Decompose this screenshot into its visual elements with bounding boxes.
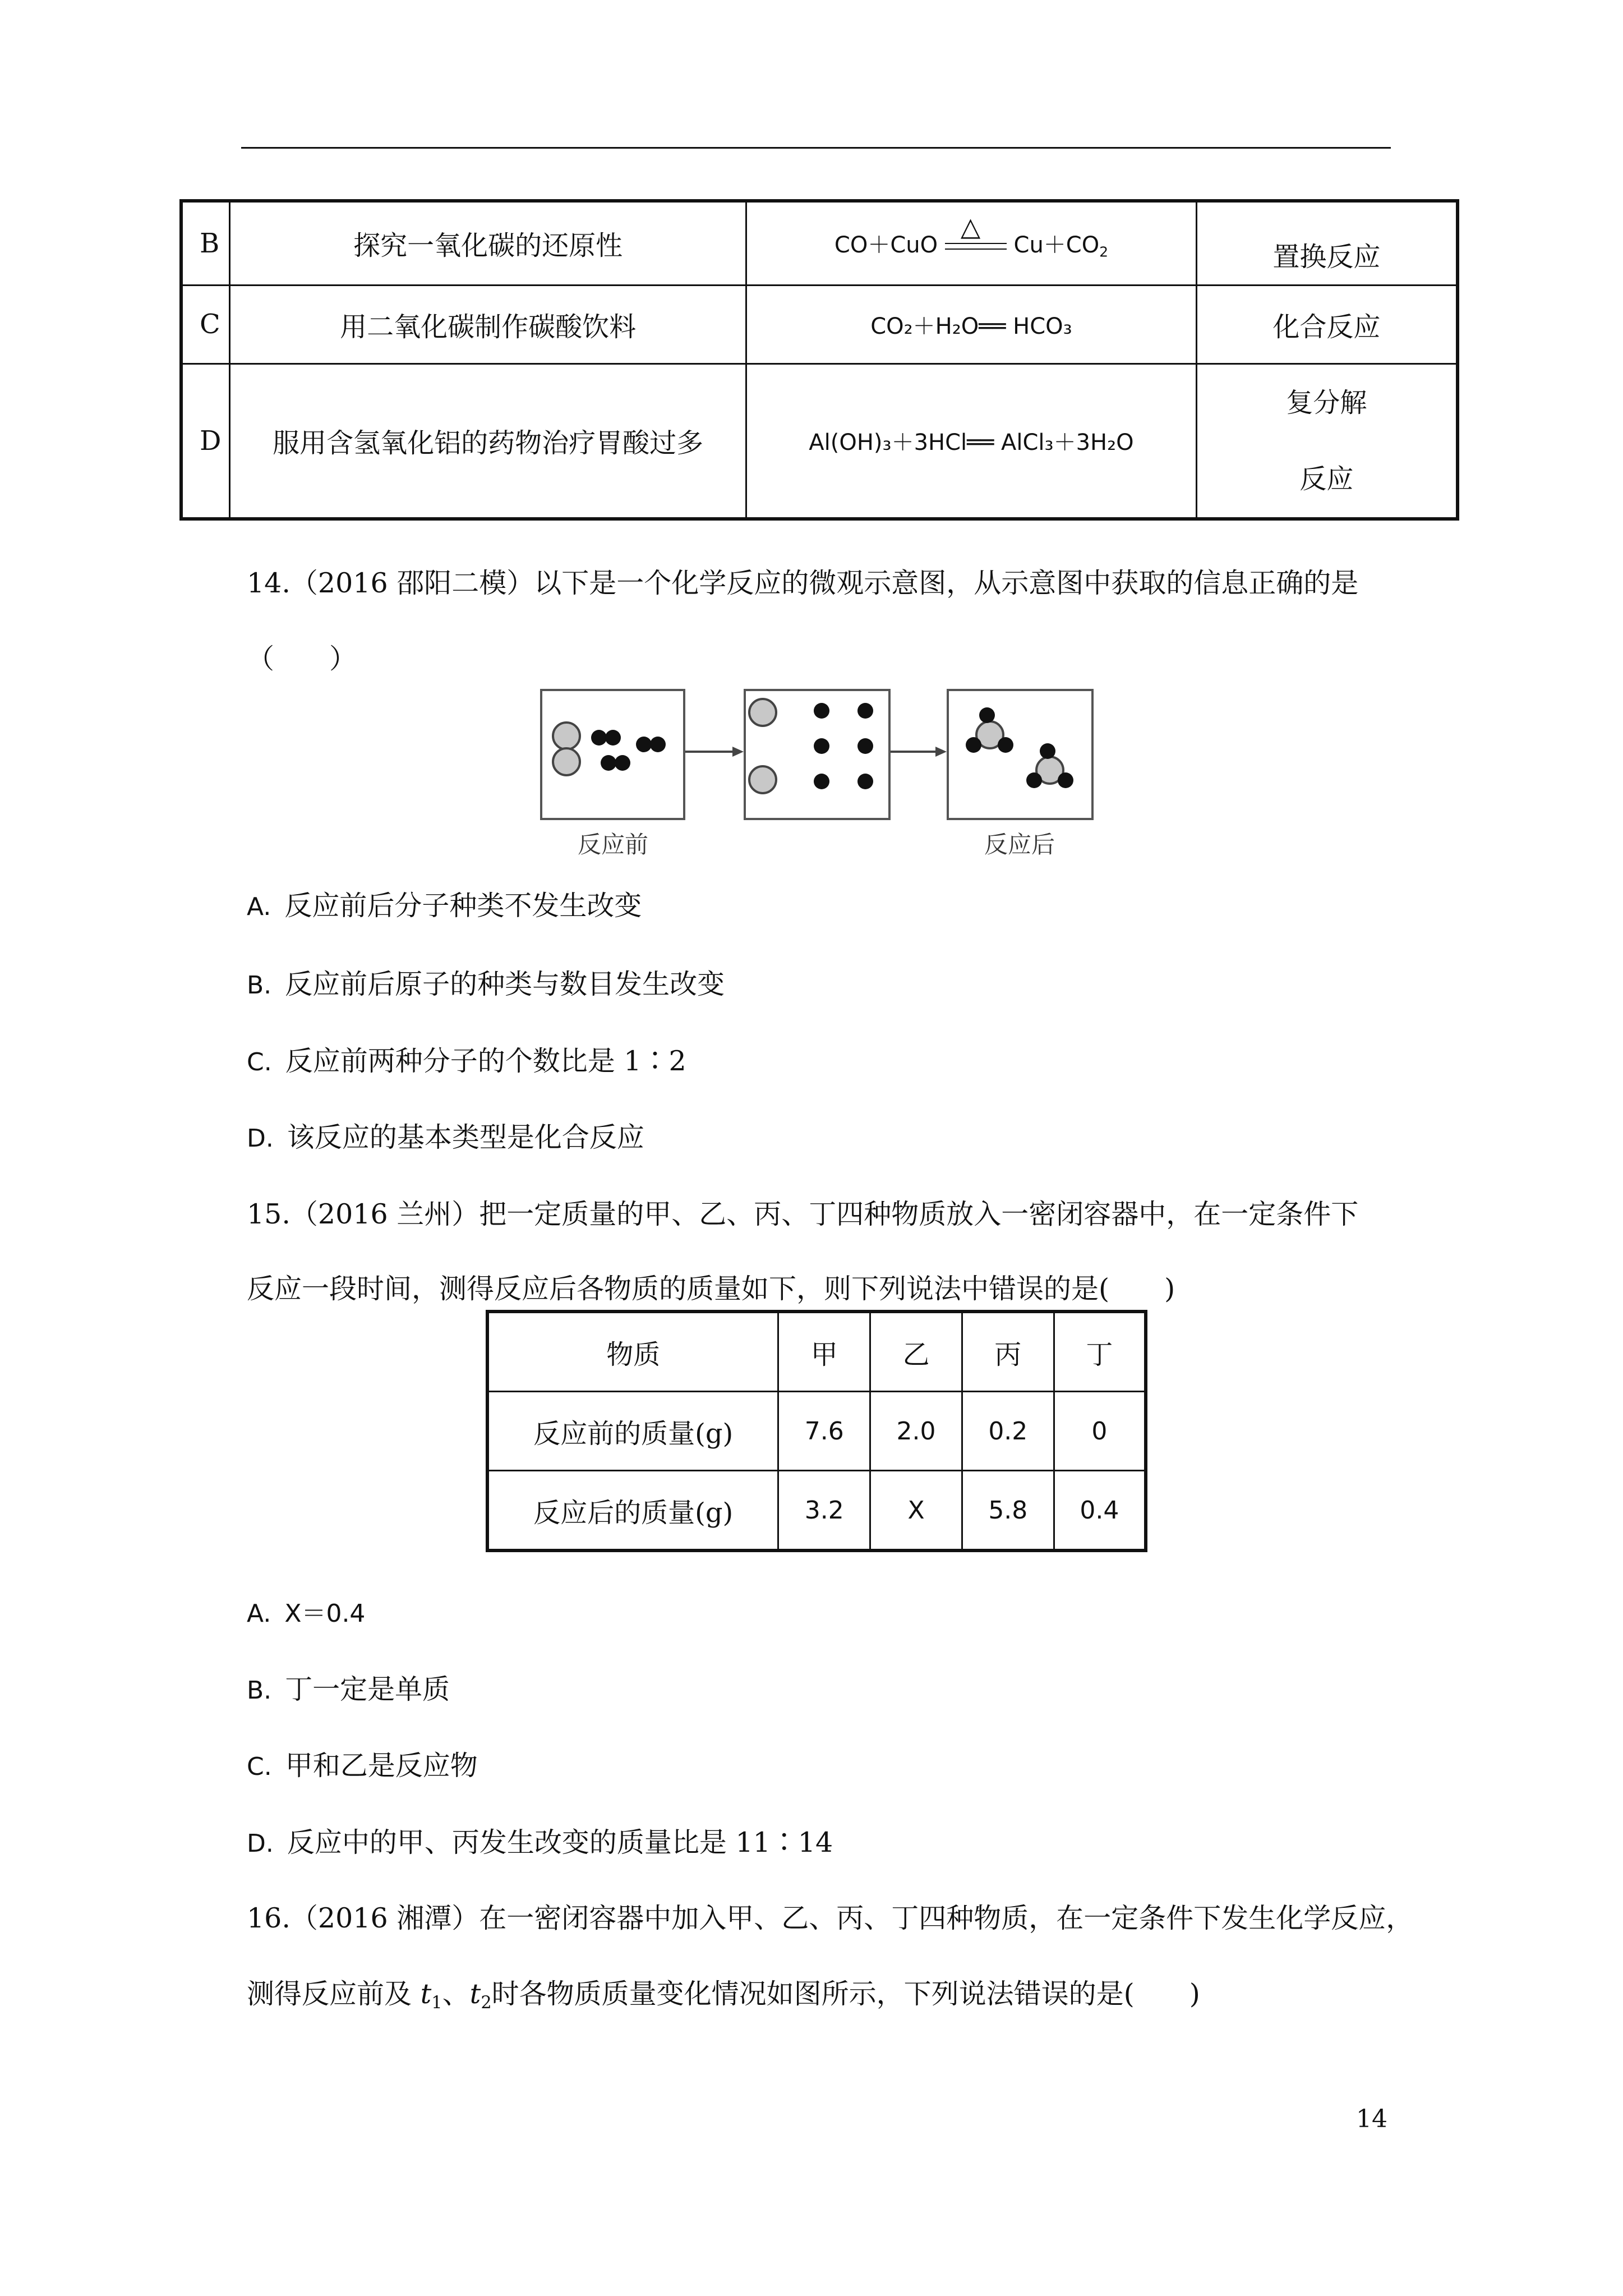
- option-text: 反应前两种分子的个数比是 1∶2: [285, 1045, 686, 1077]
- reaction-type-cell: [1196, 364, 1458, 519]
- row-header: 反应前的质量(g): [487, 1392, 778, 1471]
- equation-cell: [746, 201, 1196, 285]
- heat-condition-sign: [945, 211, 1007, 257]
- q15-option-c[interactable]: [247, 1749, 478, 1784]
- black-atom: [857, 738, 873, 754]
- equation-cell: Al(OH)₃＋3HCl══ AlCl₃＋3H₂O: [746, 364, 1196, 519]
- option-text: 反应中的甲、丙发生改变的质量比是 11∶14: [287, 1826, 833, 1858]
- q14-option-b[interactable]: [247, 968, 725, 1002]
- subscript: 2: [1099, 243, 1109, 260]
- header-rule: [241, 147, 1391, 149]
- subscript: 2: [481, 1993, 492, 2013]
- black-atom: [636, 737, 652, 752]
- column-header: 丙: [962, 1312, 1054, 1392]
- option-text: X＝0.4: [284, 1599, 366, 1628]
- reaction-table: [179, 199, 1459, 521]
- text-segment: 、: [442, 1978, 470, 2010]
- option-key: A.: [247, 892, 271, 921]
- text-segment: 时各物质质量变化情况如图所示，下列说法错误的是( ): [491, 1978, 1200, 2010]
- equation-reactants: CO＋CuO: [834, 232, 945, 258]
- text-segment: 测得反应前及: [247, 1978, 421, 2010]
- table-cell: 5.8: [962, 1471, 1054, 1551]
- subscript: 1: [431, 1993, 442, 2013]
- q15-option-a[interactable]: [247, 1596, 365, 1631]
- option-key: C.: [247, 1752, 272, 1781]
- gray-atom: [749, 699, 776, 726]
- q14-option-d[interactable]: [247, 1121, 644, 1156]
- caption-before: 反应前: [578, 831, 649, 858]
- gray-atom: [553, 748, 580, 775]
- q16-stem-cont: [247, 1977, 1200, 2020]
- table-row: [181, 201, 1458, 285]
- table-cell: 3.2: [778, 1471, 870, 1551]
- option-text: 甲和乙是反应物: [285, 1750, 478, 1782]
- q15-option-b[interactable]: [247, 1673, 450, 1708]
- option-text: 该反应的基本类型是化合反应: [287, 1121, 644, 1153]
- q15-option-d[interactable]: [247, 1826, 833, 1861]
- type-line: 复分解: [1286, 386, 1367, 418]
- table-cell: 7.6: [778, 1392, 870, 1471]
- row-label: D: [181, 364, 229, 519]
- column-header: 甲: [778, 1312, 870, 1392]
- table-row: [487, 1471, 1146, 1551]
- black-atom: [814, 774, 829, 789]
- option-key: A.: [247, 1599, 271, 1628]
- black-atom: [857, 774, 873, 789]
- q14-option-c[interactable]: [247, 1045, 686, 1079]
- black-atom: [650, 737, 666, 752]
- panel-after: [948, 690, 1092, 819]
- q16-stem: 16.（2016 湘潭）在一密闭容器中加入甲、乙、丙、丁四种物质，在一定条件下发生化学反应，: [247, 1902, 1414, 1934]
- mass-table: [486, 1310, 1147, 1552]
- reaction-micro-diagram: [538, 682, 1105, 867]
- table-row: [487, 1392, 1146, 1471]
- black-atom: [601, 755, 616, 771]
- column-header: 乙: [870, 1312, 962, 1392]
- option-text: 反应前后原子的种类与数目发生改变: [285, 968, 725, 1000]
- table-cell: 0.4: [1054, 1471, 1146, 1551]
- table-header-row: [487, 1312, 1146, 1392]
- q15-stem-cont: 反应一段时间，测得反应后各物质的质量如下，则下列说法中错误的是( ): [247, 1273, 1175, 1305]
- q14-answer-bracket: （ ）: [247, 643, 357, 675]
- heat-icon: △: [960, 211, 981, 242]
- row-label: C: [181, 285, 229, 364]
- option-key: C.: [247, 1048, 272, 1076]
- black-atom: [857, 703, 873, 719]
- time-var: t: [420, 1978, 432, 2010]
- purpose-cell: 探究一氧化碳的还原性: [229, 201, 746, 285]
- table-row: [181, 364, 1458, 519]
- option-text: 丁一定是单质: [285, 1673, 450, 1705]
- reaction-type-cell: 置换反应: [1196, 201, 1458, 285]
- equation-cell: CO₂＋H₂O══ HCO₃: [746, 285, 1196, 364]
- arrow-head-icon: [732, 747, 744, 757]
- page-number: 14: [1356, 2105, 1387, 2133]
- table-cell: X: [870, 1471, 962, 1551]
- purpose-cell: 用二氧化碳制作碳酸饮料: [229, 285, 746, 364]
- row-header: 反应后的质量(g): [487, 1471, 778, 1551]
- black-atom: [814, 738, 829, 754]
- black-atom: [605, 730, 621, 746]
- q14-stem: 14.（2016 邵阳二模）以下是一个化学反应的微观示意图，从示意图中获取的信息正确的是: [247, 567, 1359, 599]
- reaction-type-cell: 化合反应: [1196, 285, 1458, 364]
- table-cell: 0.2: [962, 1392, 1054, 1471]
- caption-after: 反应后: [984, 831, 1055, 858]
- option-text: 反应前后分子种类不发生改变: [284, 890, 642, 922]
- option-key: D.: [247, 1829, 274, 1858]
- type-line: 反应: [1299, 463, 1354, 495]
- option-key: D.: [247, 1124, 274, 1153]
- gray-atom: [553, 723, 580, 749]
- gray-atom: [749, 766, 776, 793]
- option-key: B.: [247, 1676, 272, 1705]
- black-atom: [814, 703, 829, 719]
- row-label: B: [181, 201, 229, 285]
- option-key: B.: [247, 971, 272, 1000]
- q14-option-a[interactable]: [247, 889, 642, 924]
- table-cell: 0: [1054, 1392, 1146, 1471]
- purpose-cell: 服用含氢氧化铝的药物治疗胃酸过多: [229, 364, 746, 519]
- column-header: 物质: [487, 1312, 778, 1392]
- column-header: 丁: [1054, 1312, 1146, 1392]
- time-var: t: [469, 1978, 481, 2010]
- equation-products: Cu＋CO: [1006, 232, 1100, 258]
- arrow-head-icon: [935, 747, 947, 757]
- q15-stem: 15.（2016 兰州）把一定质量的甲、乙、丙、丁四种物质放入一密闭容器中，在一定条件下: [247, 1198, 1359, 1230]
- black-atom: [615, 755, 630, 771]
- black-atom: [591, 730, 607, 746]
- table-cell: 2.0: [870, 1392, 962, 1471]
- table-row: [181, 285, 1458, 364]
